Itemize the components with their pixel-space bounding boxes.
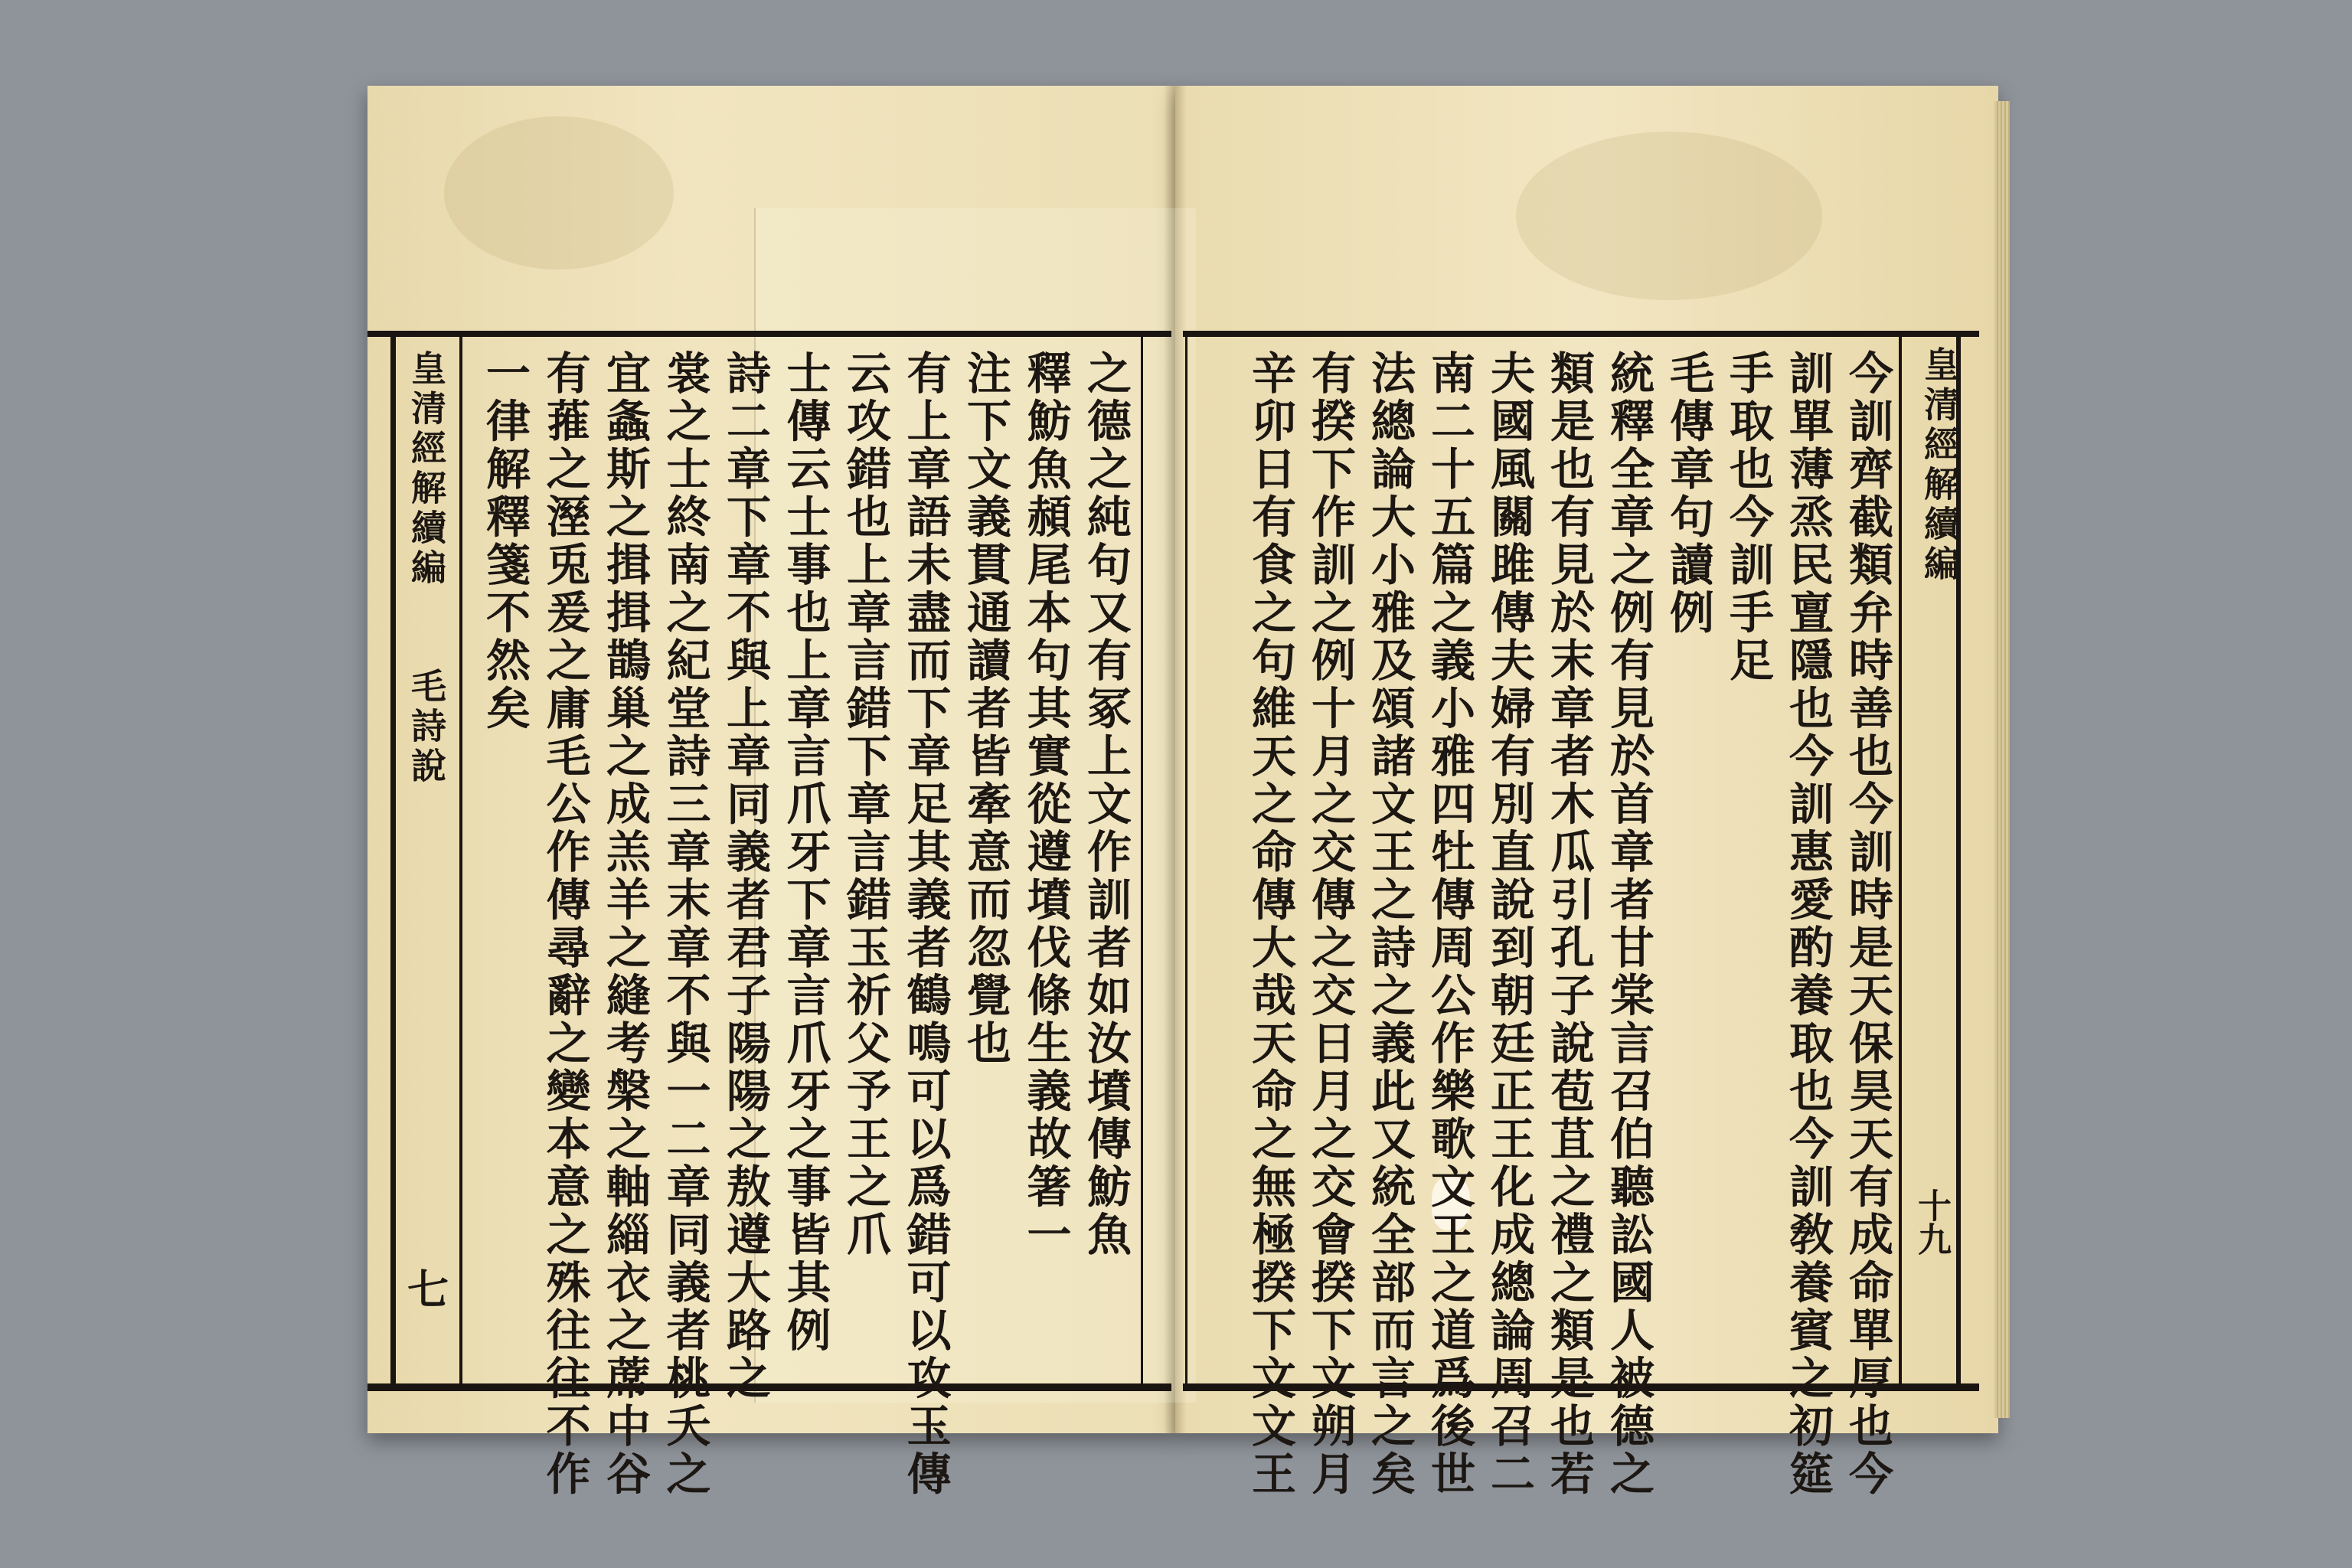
folio-number-right: 十九	[1912, 1188, 1951, 1256]
text-column: 今訓齊截類弁時善也今訓時是天保昊天有成命單厚也今	[1841, 350, 1893, 1498]
margin-book-title: 皇清經解續編	[406, 350, 447, 589]
right-inner-border	[1185, 331, 1187, 1391]
left-margin-line	[459, 331, 462, 1391]
text-column: 訓單薄烝民亶隱也今訓惠愛酌養取也今訓敎養賓之初筵	[1782, 350, 1834, 1498]
text-column: 有揆下作訓之例十月之交傳之交日月之交會揆下文朔月	[1304, 350, 1356, 1498]
text-column: 毛傳章句讀例	[1662, 350, 1714, 637]
text-column: 詩二章下章不與上章同義者君子陽陽之敖遵大路之	[719, 350, 771, 1403]
margin-chapter-title: 毛詩說	[406, 668, 447, 787]
text-column: 手取也今訓手足	[1722, 350, 1774, 685]
paper-stain	[444, 116, 674, 270]
margin-book-title-right: 皇清經解續編	[1919, 346, 1960, 585]
left-outer-border	[390, 331, 396, 1391]
left-inner-border	[1141, 331, 1143, 1391]
text-column: 注下文義貫通讀者皆牽意而忽覺也	[959, 350, 1011, 1068]
text-column: 之德之純句又有冢上文作訓者如汝墳傳魴魚	[1080, 350, 1132, 1259]
folio-number: 七	[407, 1265, 449, 1314]
page-edge-stack	[1994, 101, 2010, 1418]
left-top-border	[368, 331, 1171, 337]
text-column: 辛卯日有食之句維天之命傳大哉天命之無極揆下文文王	[1244, 350, 1296, 1498]
text-column: 云攻錯也上章言錯下章言錯玉祈父予王之爪	[839, 350, 891, 1259]
text-column: 宜螽斯之揖揖鵲巢之成羔羊之縫考槃之軸緇衣之蓆中谷	[599, 350, 651, 1498]
text-column: 南二十五篇之義小雅四牡傳周公作樂歌文王之道爲後世	[1423, 350, 1475, 1498]
text-column: 統釋全章之例有見於首章者甘棠言召伯聽訟國人被德之	[1602, 350, 1655, 1498]
paper-stain	[1516, 132, 1822, 300]
text-column: 法總論大小雅及頌諸文王之詩之義此又統全部而言之矣	[1364, 350, 1416, 1498]
text-column: 夫國風關雎傳夫婦有別直說到朝廷正王化成總論周召二	[1483, 350, 1535, 1498]
right-margin-line	[1899, 331, 1902, 1391]
right-top-border	[1183, 331, 1979, 337]
text-column: 裳之士終南之紀堂詩三章末章不與一二章同義者桃夭之	[658, 350, 711, 1498]
text-column: 一律解釋箋不然矣	[479, 350, 531, 733]
text-column: 類是也有見於末章者木瓜引孔子說苞苴之禮之類是也若	[1543, 350, 1595, 1498]
text-column: 釋魴魚頳尾本句其實從遵墳伐條生義故箸一	[1019, 350, 1072, 1259]
text-column: 有上章語未盡而下章足其義者鶴鳴可以爲錯可以攻玉傳	[899, 350, 952, 1498]
open-book	[368, 86, 1998, 1498]
text-column: 有蓷之溼兎爰之庸毛公作傳尋辭之變本意之殊往往不作	[538, 350, 591, 1498]
text-column: 士傳云士事也上章言爪牙下章言爪牙之事皆其例	[779, 350, 831, 1355]
